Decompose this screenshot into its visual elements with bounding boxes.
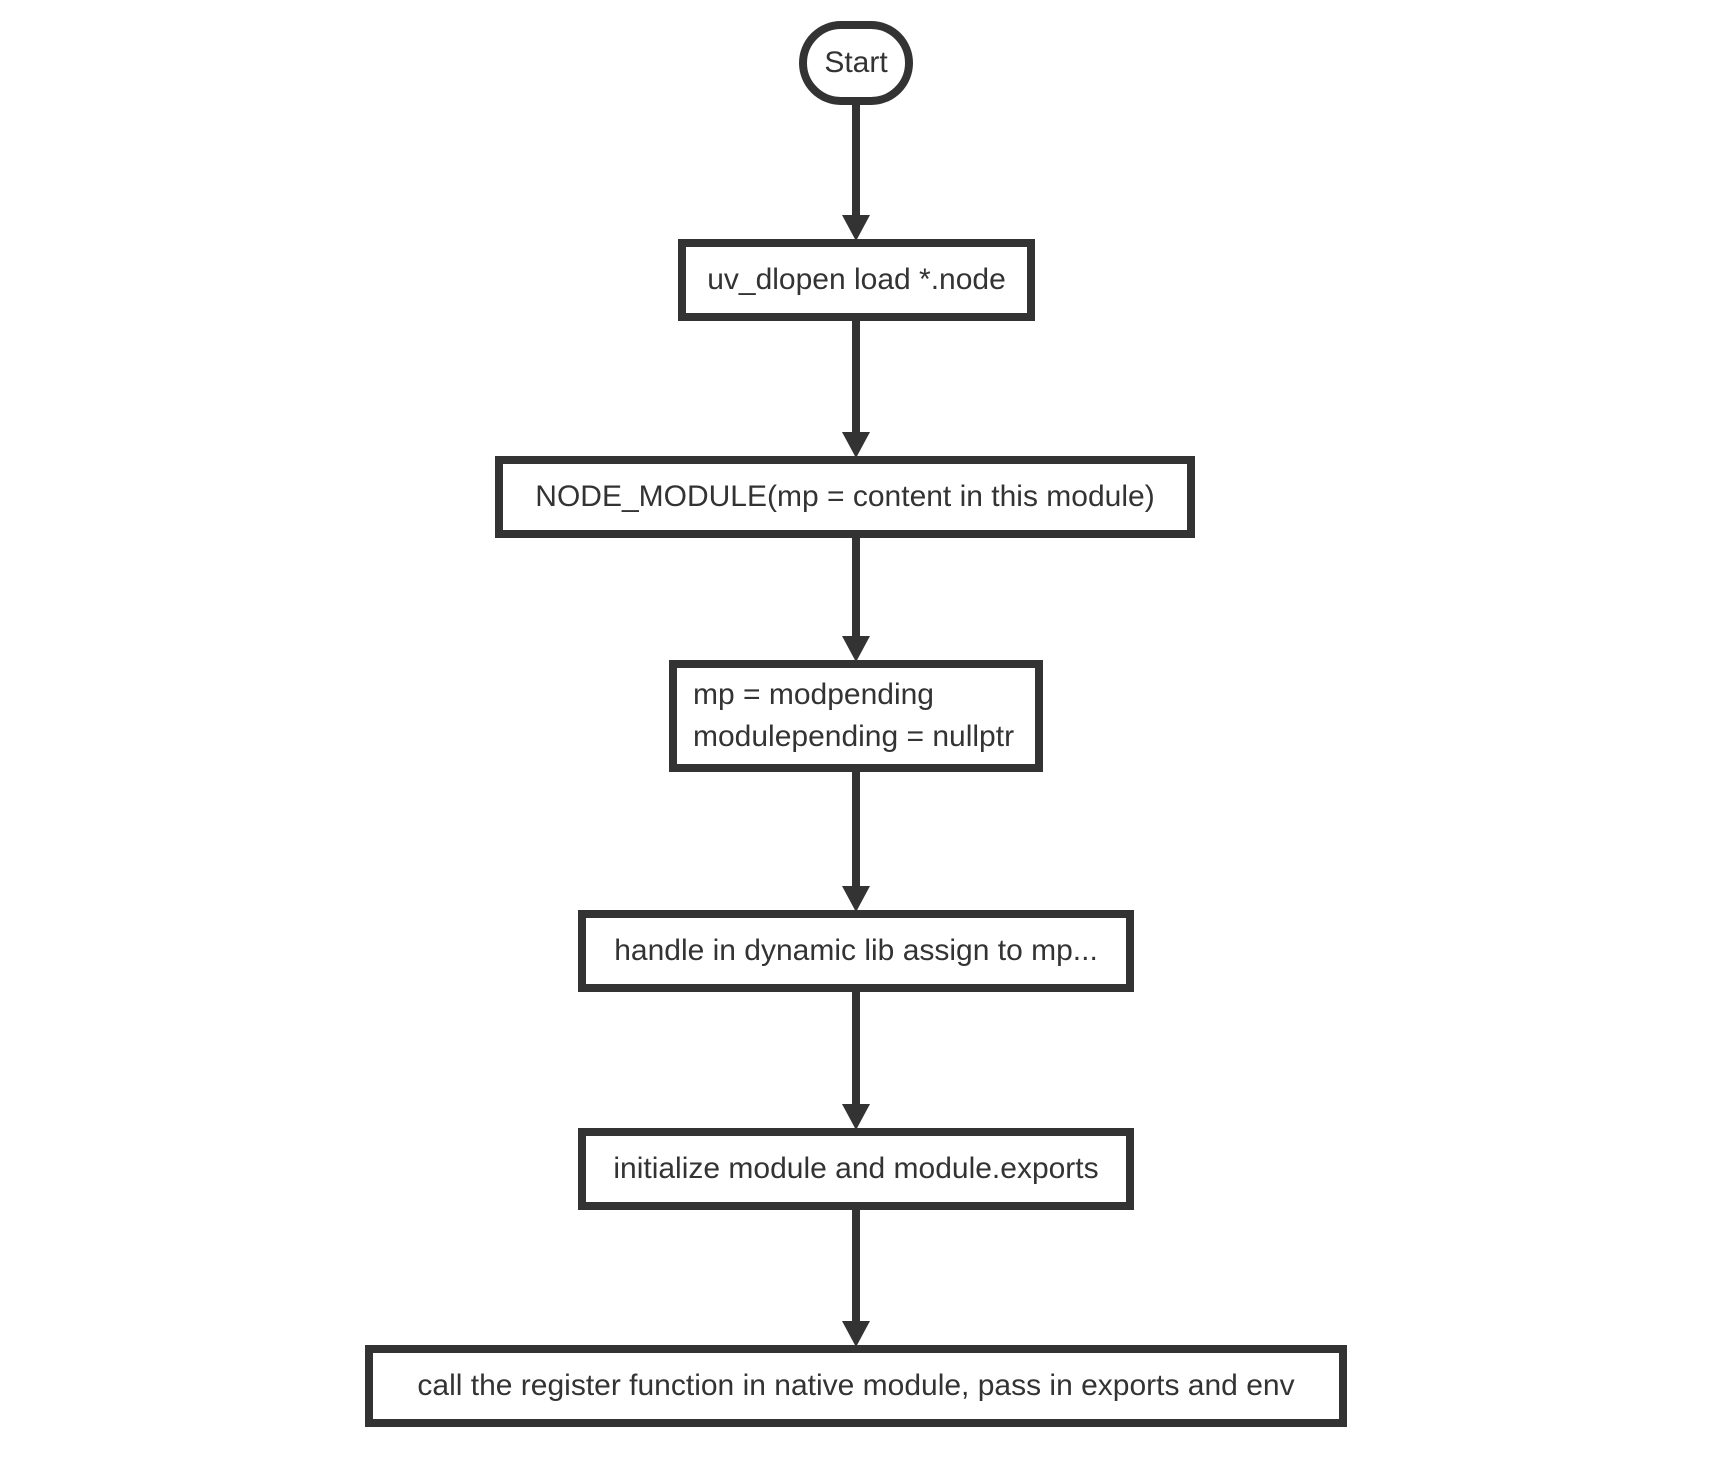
node-modpending-line1: mp = modpending	[693, 678, 934, 711]
arrow-line	[852, 772, 860, 896]
arrowhead-down-icon	[842, 432, 870, 458]
node-uv-dlopen	[678, 239, 1035, 321]
node-node-module-label: NODE_MODULE(mp = content in this module)	[535, 480, 1155, 513]
node-modpending	[669, 660, 1043, 772]
arrow-step1-to-step2	[842, 321, 870, 458]
arrowhead-down-icon	[842, 1321, 870, 1347]
node-start-label: Start	[824, 46, 888, 79]
arrowhead-down-icon	[842, 886, 870, 912]
arrow-step2-to-step3	[842, 538, 870, 662]
node-node-module	[495, 456, 1195, 538]
node-initialize-module	[578, 1128, 1134, 1210]
arrowhead-down-icon	[842, 1104, 870, 1130]
arrow-step5-to-step6	[842, 1210, 870, 1347]
arrow-step3-to-step4	[842, 772, 870, 912]
node-handle-dynamic-lib	[578, 910, 1134, 992]
arrowhead-down-icon	[842, 636, 870, 662]
arrow-line	[852, 538, 860, 646]
node-uv-dlopen-label: uv_dlopen load *.node	[707, 263, 1006, 296]
arrow-step4-to-step5	[842, 992, 870, 1130]
arrow-line	[852, 321, 860, 442]
arrow-line	[852, 992, 860, 1114]
arrow-line	[852, 105, 860, 225]
node-initialize-module-label: initialize module and module.exports	[613, 1152, 1099, 1185]
arrowhead-down-icon	[842, 215, 870, 241]
arrow-line	[852, 1210, 860, 1331]
node-call-register-function-label: call the register function in native module, pass in exports and env	[417, 1369, 1295, 1402]
node-modpending-label	[693, 674, 1014, 758]
node-call-register-function	[365, 1345, 1347, 1427]
node-modpending-line2: modulepending = nullptr	[693, 720, 1015, 753]
node-handle-dynamic-lib-label: handle in dynamic lib assign to mp...	[614, 934, 1098, 967]
node-start	[799, 21, 913, 105]
arrow-start-to-step1	[842, 105, 870, 241]
